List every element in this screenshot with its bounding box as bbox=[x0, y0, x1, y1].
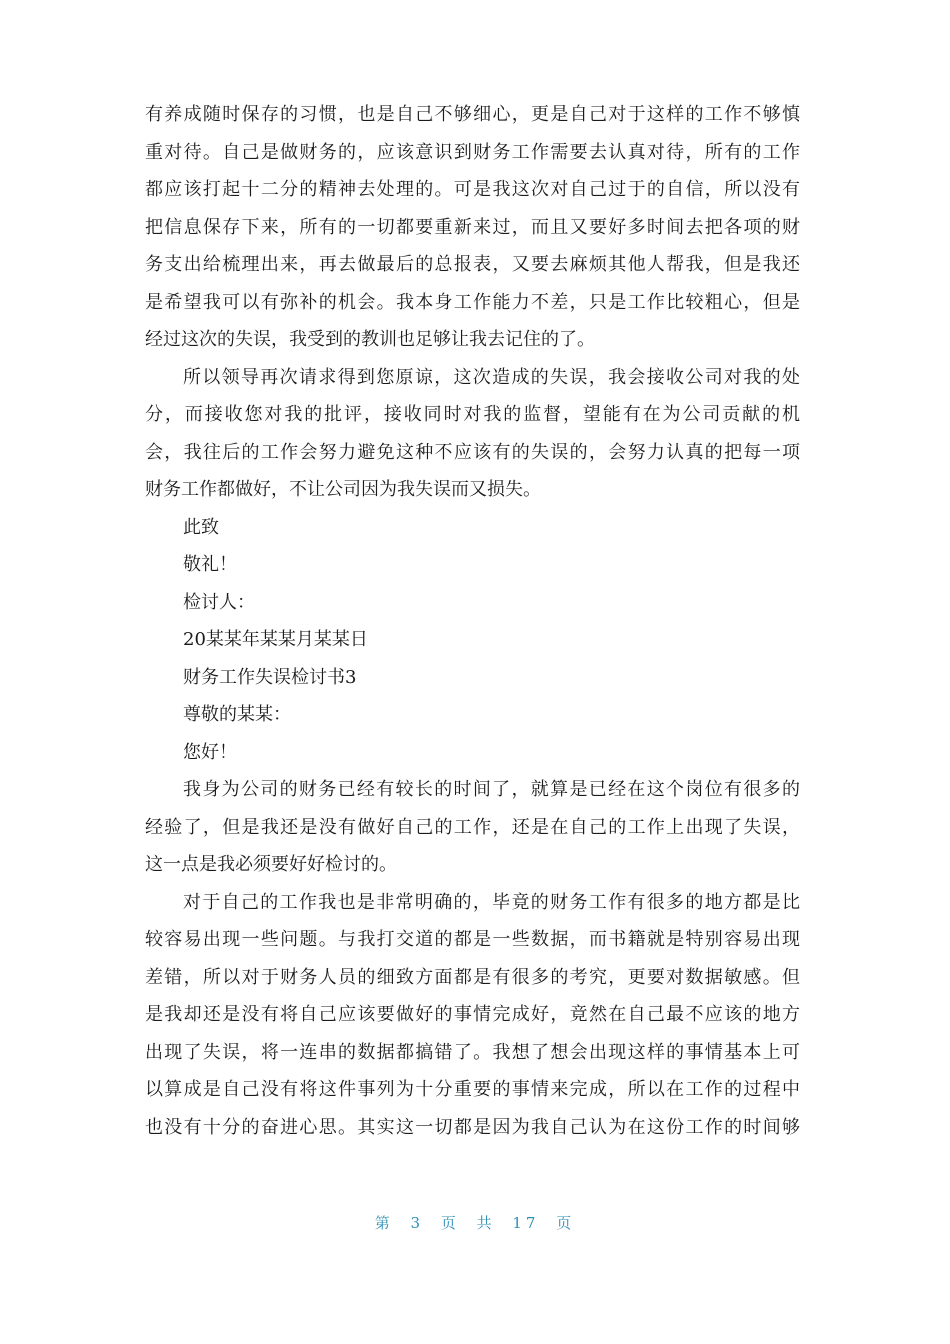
paragraph-first-line: 20某某年某某月某某日 bbox=[183, 629, 368, 650]
text-line: 以算成是自己没有将这件事列为十分重要的事情来完成，所以在工作的过程中 bbox=[145, 1079, 800, 1100]
text-line: 把信息保存下来，所有的一切都要重新来过，而且又要好多时间去把各项的财 bbox=[145, 216, 800, 238]
text-line: 重对待。自己是做财务的，应该意识到财务工作需要去认真对待，所有的工作 bbox=[145, 141, 800, 163]
paragraph-first-line: 敬礼！ bbox=[183, 554, 237, 575]
text-line: 也没有十分的奋进心思。其实这一切都是因为我自己认为在这份工作的时间够 bbox=[145, 1116, 800, 1138]
text-line: 都应该打起十二分的精神去处理的。可是我这次对自己过于的自信，所以没有 bbox=[145, 179, 800, 200]
text-line: 差错，所以对于财务人员的细致方面都是有很多的考究，更要对数据敏感。但 bbox=[145, 966, 800, 988]
text-line: 较容易出现一些问题。与我打交道的都是一些数据，而书籍就是特别容易出现 bbox=[145, 929, 800, 950]
text-line: 是我却还是没有将自己应该要做好的事情完成好，竟然在自己最不应该的地方 bbox=[145, 1004, 800, 1025]
text-line: 经验了，但是我还是没有做好自己的工作，还是在自己的工作上出现了失误， bbox=[145, 816, 800, 838]
document-body bbox=[145, 96, 800, 1146]
paragraph-first-line: 您好！ bbox=[183, 741, 237, 763]
paragraph-first-line: 检讨人： bbox=[183, 591, 255, 613]
text-line: 会，我往后的工作会努力避免这种不应该有的失误的，会努力认真的把每一项 bbox=[145, 441, 800, 463]
text-line: 分，而接收您对我的批评，接收同时对我的监督，望能有在为公司贡献的机 bbox=[145, 404, 800, 425]
page-number-footer: 第 3 页 共 17 页 bbox=[374, 1214, 576, 1232]
text-line: 是希望我可以有弥补的机会。我本身工作能力不差，只是工作比较粗心，但是 bbox=[145, 291, 800, 313]
text-line: 有养成随时保存的习惯，也是自己不够细心，更是自己对于这样的工作不够慎 bbox=[145, 104, 800, 125]
text-line: 财务工作都做好，不让公司因为我失误而又损失。 bbox=[145, 479, 541, 500]
paragraph-first-line: 尊敬的某某： bbox=[183, 704, 291, 725]
text-line: 这一点是我必须要好好检讨的。 bbox=[145, 854, 397, 875]
text-line: 经过这次的失误，我受到的教训也足够让我去记住的了。 bbox=[145, 329, 595, 350]
paragraph-first-line: 此致 bbox=[183, 516, 219, 538]
text-line: 务支出给梳理出来，再去做最后的总报表，又要去麻烦其他人帮我，但是我还 bbox=[145, 254, 800, 275]
text-line: 出现了失误，将一连串的数据都搞错了。我想了想会出现这样的事情基本上可 bbox=[145, 1041, 800, 1063]
paragraph-first-line: 我身为公司的财务已经有较长的时间了，就算是已经在这个岗位有很多的 bbox=[183, 779, 800, 800]
paragraph-first-line: 所以领导再次请求得到您原谅，这次造成的失误，我会接收公司对我的处 bbox=[183, 366, 800, 388]
paragraph-first-line: 财务工作失误检讨书3 bbox=[183, 666, 357, 688]
paragraph-first-line: 对于自己的工作我也是非常明确的，毕竟的财务工作有很多的地方都是比 bbox=[183, 891, 800, 913]
